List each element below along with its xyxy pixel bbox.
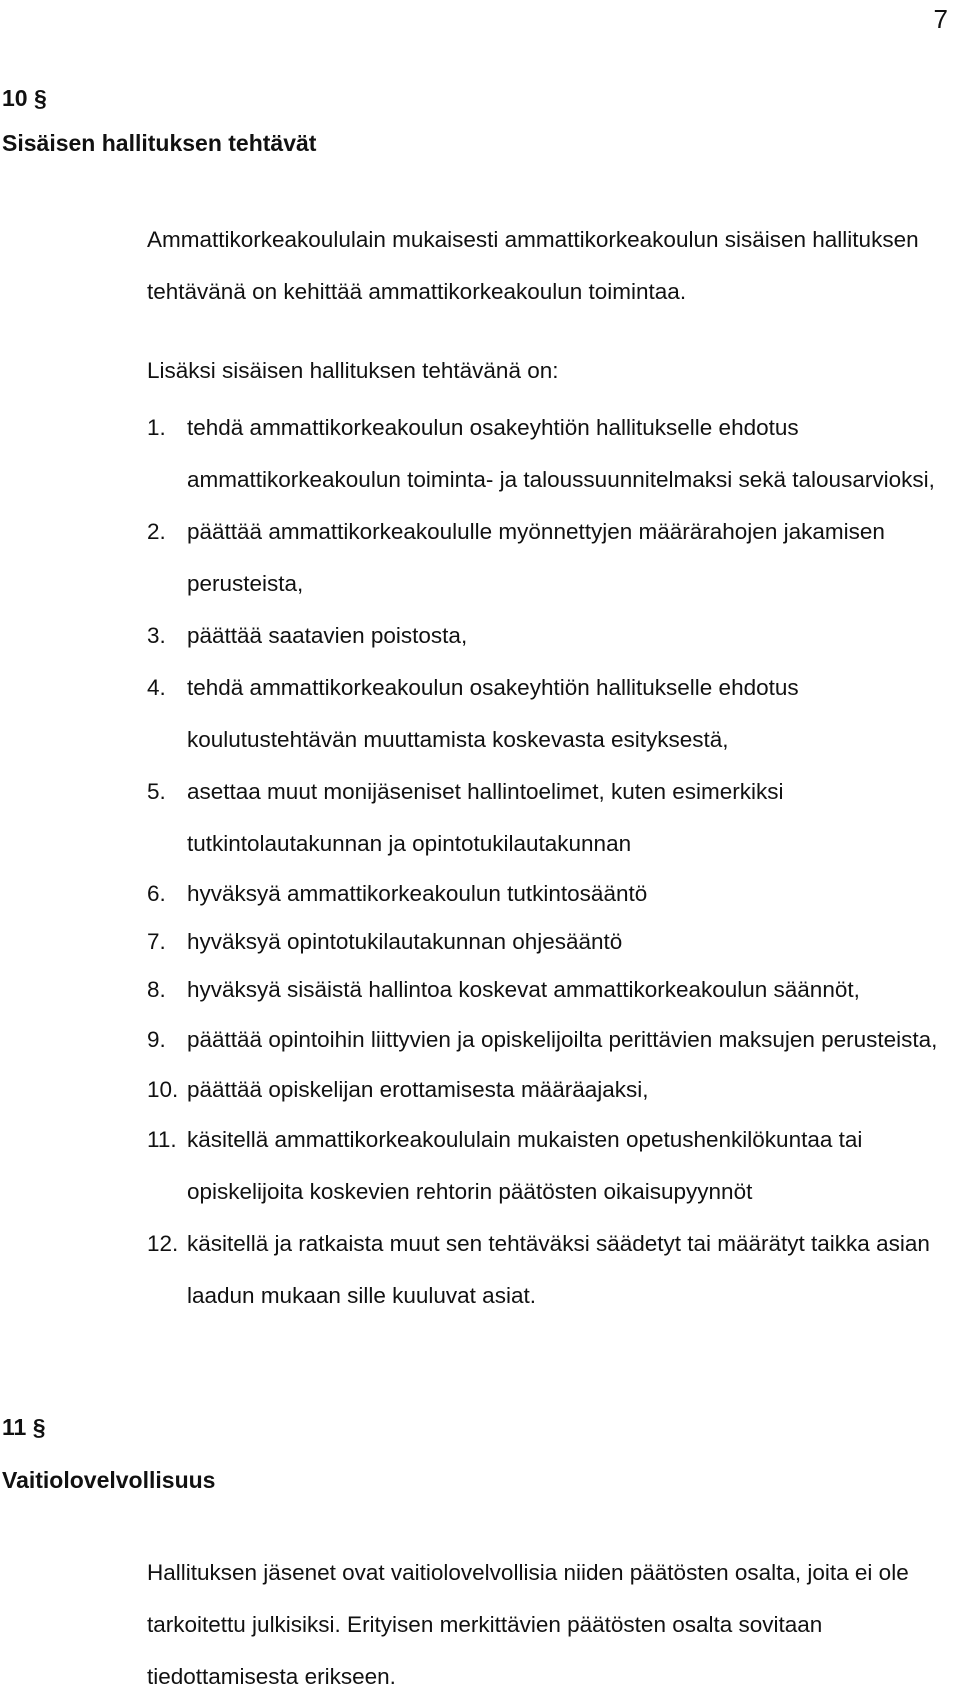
list-item-text: hyväksyä sisäistä hallintoa koskevat ammattikorkeakoulun säännöt, xyxy=(187,977,860,1002)
duties-list xyxy=(147,402,955,1322)
list-item-text: tehdä ammattikorkeakoulun osakeyhtiön hallitukselle ehdotus koulutustehtävän muuttamista koskevasta esityksestä, xyxy=(187,675,799,752)
list-item-number: 4. xyxy=(147,675,166,700)
list-item-number: 12. xyxy=(147,1231,179,1256)
list-item xyxy=(147,610,955,662)
section-11-title: Vaitiolovelvollisuus xyxy=(2,1467,216,1493)
list-item xyxy=(147,506,955,610)
list-item-text: päättää opintoihin liittyvien ja opiskelijoilta perittävien maksujen perusteista, xyxy=(187,1027,938,1052)
page-number: 7 xyxy=(933,4,948,34)
list-item-text: päättää saatavien poistosta, xyxy=(187,623,468,648)
list-item-number: 11. xyxy=(147,1127,177,1152)
list-item-text: käsitellä ja ratkaista muut sen tehtäväksi säädetyt tai määrätyt taikka asian laadun mukaan sille kuuluvat asiat. xyxy=(187,1231,930,1308)
section-10-title: Sisäisen hallituksen tehtävät xyxy=(2,130,317,156)
list-item-number: 9. xyxy=(147,1027,166,1052)
list-item-number: 6. xyxy=(147,881,166,906)
section-10-lead: Lisäksi sisäisen hallituksen tehtävänä on: xyxy=(147,358,559,383)
list-item-number: 10. xyxy=(147,1077,179,1102)
list-item-text: päättää ammattikorkeakoululle myönnettyjen määrärahojen jakamisen perusteista, xyxy=(187,519,885,596)
list-item-number: 1. xyxy=(147,415,166,440)
list-item-text: asettaa muut monijäseniset hallintoelimet, kuten esimerkiksi tutkintolautakunnan ja opintotukilautakunnan xyxy=(187,779,784,856)
list-item-number: 7. xyxy=(147,929,166,954)
list-item xyxy=(147,1218,955,1322)
list-item xyxy=(147,402,955,506)
list-item-text: hyväksyä opintotukilautakunnan ohjesääntö xyxy=(187,929,623,954)
list-item-text: päättää opiskelijan erottamisesta määräajaksi, xyxy=(187,1077,649,1102)
list-item-text: käsitellä ammattikorkeakoululain mukaisten opetushenkilökuntaa tai opiskelijoita koskevien rehtorin päätösten oikaisupyynnöt xyxy=(187,1127,863,1204)
list-item-number: 5. xyxy=(147,779,166,804)
section-10-number: 10 § xyxy=(2,85,47,111)
list-item xyxy=(147,870,955,918)
list-item-number: 8. xyxy=(147,977,166,1002)
list-item xyxy=(147,966,955,1014)
list-item xyxy=(147,1014,955,1066)
list-item xyxy=(147,918,955,966)
list-item-number: 3. xyxy=(147,623,166,648)
list-item-text: hyväksyä ammattikorkeakoulun tutkintosääntö xyxy=(187,881,648,906)
list-item xyxy=(147,662,955,766)
list-item xyxy=(147,1114,955,1218)
section-11-body: Hallituksen jäsenet ovat vaitiolovelvollisia niiden päätösten osalta, joita ei ole tarkoitettu julkisiksi. Erityisen merkittävien päätösten osalta sovitaan tiedottamisesta erikseen. xyxy=(147,1560,909,1689)
list-item-number: 2. xyxy=(147,519,166,544)
list-item xyxy=(147,766,955,870)
section-11-number: 11 § xyxy=(2,1414,46,1440)
list-item xyxy=(147,1066,955,1114)
section-10-intro: Ammattikorkeakoululain mukaisesti ammattikorkeakoulun sisäisen hallituksen tehtävänä on kehittää ammattikorkeakoulun toimintaa. xyxy=(147,227,919,304)
list-item-text: tehdä ammattikorkeakoulun osakeyhtiön hallitukselle ehdotus ammattikorkeakoulun toiminta- ja taloussuunnitelmaksi sekä talousarvioksi, xyxy=(187,415,935,492)
